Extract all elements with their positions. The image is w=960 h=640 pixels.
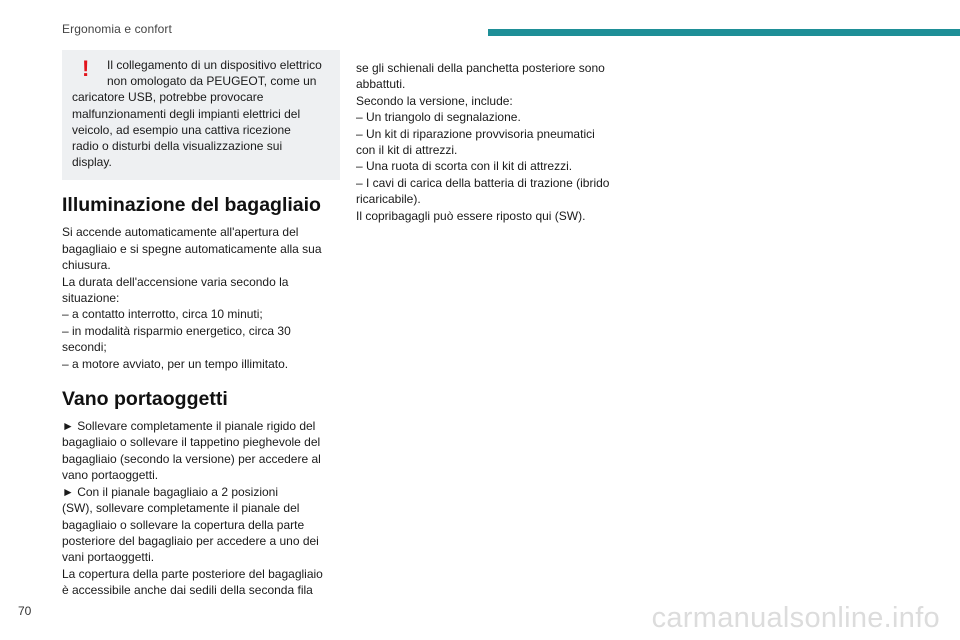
- warning-line: Il collegamento di un dispositivo elettrico: [107, 58, 322, 72]
- text-line: bagagliaio e si spegne automaticamente alla sua: [62, 241, 322, 256]
- left-column: [62, 50, 340, 599]
- warning-line: veicolo, ad esempio una cattiva ricezione: [72, 122, 291, 137]
- watermark: carmanualsonline.info: [651, 602, 940, 634]
- header-title: Ergonomia e confort: [62, 22, 172, 36]
- text-line: – Una ruota di scorta con il kit di attrezzi.: [356, 159, 573, 174]
- warning-line: malfunzionamenti degli impianti elettrici del: [72, 106, 301, 121]
- text-line: Il copribagagli può essere riposto qui (SW).: [356, 208, 586, 223]
- text-line: abbattuti.: [356, 77, 406, 92]
- warning-lead: [72, 57, 332, 89]
- text-line: ► Con il pianale bagagliaio a 2 posizioni: [62, 484, 279, 499]
- text-line: Secondo la versione, include:: [356, 93, 513, 108]
- text-line: secondi;: [62, 340, 107, 355]
- text-line: situazione:: [62, 291, 120, 306]
- text-line: chiusura.: [62, 258, 111, 273]
- section-heading-trunk-light: Illuminazione del bagagliaio: [62, 194, 321, 217]
- text-line: Si accende automaticamente all'apertura del: [62, 225, 299, 240]
- text-line: vani portaoggetti.: [62, 550, 155, 565]
- warning-line: radio o disturbi della visualizzazione sui: [72, 139, 283, 154]
- text-line: posteriore del bagagliaio per accedere a uno dei: [62, 533, 319, 548]
- text-line: (SW), sollevare completamente il pianale del: [62, 501, 300, 516]
- warning-exclamation-icon: !: [82, 56, 90, 81]
- section-body-storage: [62, 418, 340, 598]
- warning-rest: [72, 89, 332, 170]
- text-line: con il kit di attrezzi.: [356, 143, 458, 158]
- text-line: – I cavi di carica della batteria di trazione (ibrido: [356, 175, 610, 190]
- text-line: ► Sollevare completamente il pianale rigido del: [62, 419, 316, 434]
- text-line: è accessibile anche dai sedili della seconda fila: [62, 583, 313, 598]
- right-column-body: [356, 60, 626, 224]
- section-heading-storage: Vano portaoggetti: [62, 388, 228, 411]
- page-number: 70: [18, 604, 32, 618]
- text-line: La copertura della parte posteriore del bagagliaio: [62, 566, 323, 581]
- text-line: bagagliaio o sollevare la copertura della parte: [62, 517, 305, 532]
- text-line: bagagliaio o sollevare il tappetino pieghevole del: [62, 435, 321, 450]
- text-line: bagagliaio (secondo la versione) per accedere al: [62, 451, 321, 466]
- text-line: vano portaoggetti.: [62, 468, 159, 483]
- text-line: ricaricabile).: [356, 192, 421, 207]
- right-column: [356, 60, 626, 224]
- text-line: – in modalità risparmio energetico, circa 30: [62, 323, 291, 338]
- warning-line: display.: [72, 155, 112, 170]
- section-body-trunk-light: [62, 224, 340, 372]
- warning-line: non omologato da PEUGEOT, come un: [107, 74, 317, 89]
- header-accent-bar: [488, 29, 960, 36]
- warning-line: caricatore USB, potrebbe provocare: [72, 90, 264, 105]
- text-line: La durata dell'accensione varia secondo la: [62, 274, 289, 289]
- text-line: – Un triangolo di segnalazione.: [356, 110, 521, 125]
- text-line: – a motore avviato, per un tempo illimitato.: [62, 356, 289, 371]
- text-line: – Un kit di riparazione provvisoria pneumatici: [356, 126, 595, 141]
- warning-box: [62, 50, 340, 180]
- text-line: se gli schienali della panchetta posteriore sono: [356, 61, 605, 75]
- text-line: – a contatto interrotto, circa 10 minuti;: [62, 307, 263, 322]
